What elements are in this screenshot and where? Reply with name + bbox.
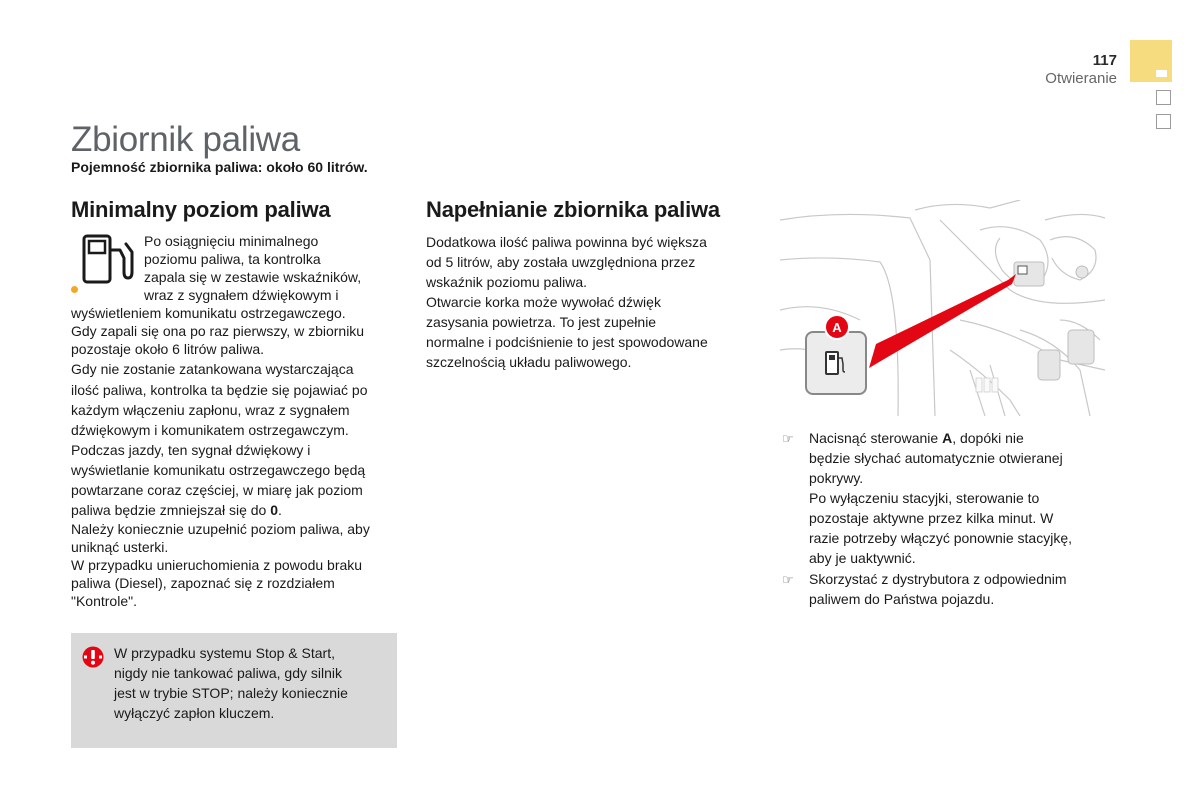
callout-label: A: [832, 320, 842, 335]
minimal-line: powtarzane coraz częściej, w miarę jak poziom: [71, 482, 363, 498]
filling-line: zasysania powietrza. To jest zupełnie: [426, 314, 657, 330]
minimal-line: każdym włączeniu zapłonu, wraz z sygnałem: [71, 402, 350, 418]
step-line: pokrywy.: [809, 470, 864, 486]
minimal-line: "Kontrole".: [71, 593, 137, 609]
warning-line: nigdy nie tankować paliwa, gdy silnik: [114, 665, 343, 681]
minimal-line: Należy koniecznie uzupełnić poziom paliwa, aby: [71, 521, 370, 537]
filling-line: od 5 litrów, aby została uwzględniona przez: [426, 254, 696, 270]
step-line: razie potrzeby włączyć ponownie stacyjkę,: [809, 530, 1073, 546]
section-tab: [1156, 90, 1171, 105]
minimal-line: Podczas jazdy, ten sygnał dźwiękowy i: [71, 442, 311, 458]
indicator-dot: [71, 286, 78, 293]
minimal-line: W przypadku unieruchomienia z powodu braku: [71, 557, 363, 573]
page-title: Zbiornik paliwa: [71, 120, 300, 159]
bullet-icon: ☞: [782, 572, 794, 587]
minimal-line: poziomu paliwa, ta kontrolka: [144, 251, 321, 267]
zero-value: 0: [270, 502, 279, 518]
minimal-line: pozostaje około 6 litrów paliwa.: [71, 341, 264, 357]
minimal-line: uniknąć usterki.: [71, 539, 169, 555]
warning-exclamation-icon: [82, 646, 104, 668]
minimal-line: zapala się w zestawie wskaźników,: [144, 269, 362, 285]
step-line: Po wyłączeniu stacyjki, sterowanie to: [809, 490, 1040, 506]
step-line: paliwem do Państwa pojazdu.: [809, 591, 995, 607]
filling-line: Otwarcie korka może wywołać dźwięk: [426, 294, 661, 310]
minimal-line: wraz z sygnałem dźwiękowym i: [144, 287, 339, 303]
filling-line: szczelnością układu paliwowego.: [426, 354, 632, 370]
section-tab: [1156, 114, 1171, 129]
minimal-line: paliwa będzie zmniejszał się do 0.: [71, 502, 282, 518]
step-line: aby je uaktywnić.: [809, 550, 916, 566]
fuel-pump-icon: [80, 232, 136, 286]
warning-line: jest w trybie STOP; należy koniecznie: [114, 685, 348, 701]
dashboard-drawing: [780, 200, 1105, 416]
bullet-icon: ☞: [782, 431, 794, 446]
filling-heading: Napełnianie zbiornika paliwa: [426, 197, 720, 222]
section-tab-active: [1130, 40, 1172, 82]
page-number: 117: [1092, 52, 1117, 69]
minimal-line: paliwa (Diesel), zapoznać się z rozdziałem: [71, 575, 335, 591]
dashboard-illustration: [780, 200, 1105, 416]
section-name: Otwieranie: [1045, 70, 1117, 87]
minimal-line: Gdy zapali się ona po raz pierwszy, w zbiorniku: [71, 323, 365, 339]
warning-line: wyłączyć zapłon kluczem.: [114, 705, 275, 721]
minimal-line: Gdy nie zostanie zatankowana wystarczająca: [71, 361, 354, 377]
minimal-line: wyświetleniem komunikatu ostrzegawczego.: [71, 305, 346, 321]
filling-line: wskaźnik poziomu paliwa.: [426, 274, 588, 290]
step-line: będzie słychać automatycznie otwieranej: [809, 450, 1063, 466]
minimal-line: dźwiękowym i komunikatem ostrzegawczym.: [71, 422, 349, 438]
filling-line: normalne i podciśnienie to jest spowodowane: [426, 334, 708, 350]
control-a-label: A: [942, 430, 953, 446]
step-line: Skorzystać z dystrybutora z odpowiednim: [809, 571, 1067, 587]
filling-line: Dodatkowa ilość paliwa powinna być większa: [426, 234, 707, 250]
step-line: Nacisnąć sterowanie A, dopóki nie: [809, 430, 1024, 446]
warning-line: W przypadku systemu Stop & Start,: [114, 645, 335, 661]
minimal-line: ilość paliwa, kontrolka ta będzie się pojawiać po: [71, 382, 368, 398]
tank-capacity: Pojemność zbiornika paliwa: około 60 litrów.: [71, 159, 368, 175]
minimal-heading: Minimalny poziom paliwa: [71, 197, 331, 222]
minimal-line: wyświetlanie komunikatu ostrzegawczego będą: [71, 462, 366, 478]
minimal-line: Po osiągnięciu minimalnego: [144, 233, 319, 249]
step-line: pozostaje aktywne przez kilka minut. W: [809, 510, 1054, 526]
